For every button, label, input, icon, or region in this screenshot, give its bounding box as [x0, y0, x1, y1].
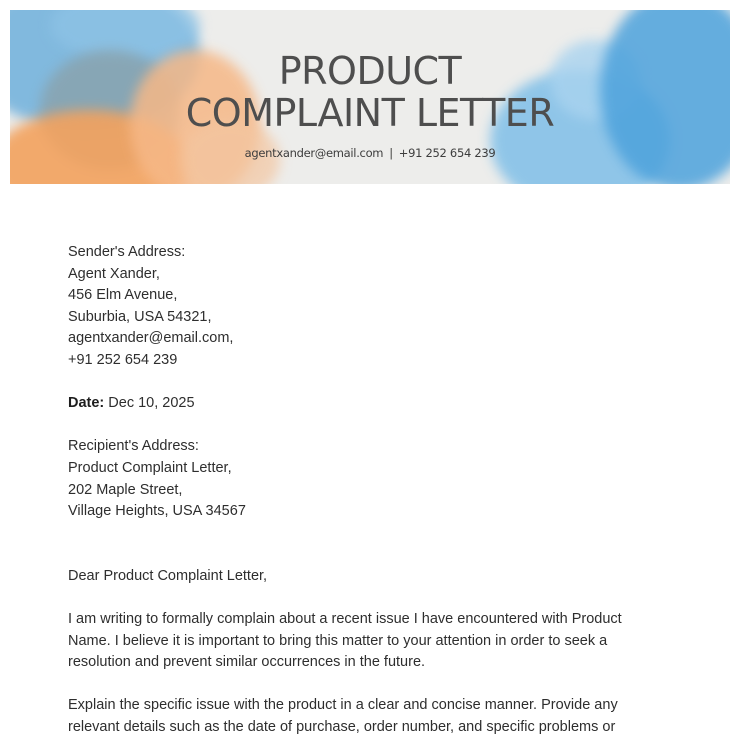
banner-contact	[10, 146, 730, 160]
banner-email: agentxander@email.com	[244, 146, 384, 160]
date-label: Date:	[68, 395, 105, 412]
header-banner	[10, 10, 730, 184]
sender-name: Agent Xander,	[68, 265, 160, 282]
sender-street: 456 Elm Avenue,	[68, 287, 178, 304]
recipient-address	[68, 436, 668, 522]
title-line-2: COMPLAINT LETTER	[185, 91, 555, 135]
sender-city: Suburbia, USA 54321,	[68, 308, 212, 325]
title-line-1: PRODUCT	[278, 49, 462, 93]
recipient-name: Product Complaint Letter,	[68, 459, 232, 476]
sender-heading: Sender's Address:	[68, 244, 186, 260]
paragraph-2: Explain the specific issue with the product in a clear and concise manner. Provide any relevant details such as the date of purchase, order number, and specific problems or	[68, 697, 618, 736]
banner-phone: +91 252 654 239	[398, 146, 496, 160]
document-title	[10, 50, 730, 134]
date-value: Dec 10, 2025	[108, 395, 195, 412]
salutation: Dear Product Complaint Letter,	[68, 567, 268, 584]
letter-body	[68, 242, 668, 739]
contact-separator: |	[389, 146, 393, 160]
recipient-street: 202 Maple Street,	[68, 481, 183, 498]
sender-address	[68, 242, 668, 372]
date-line	[68, 393, 668, 415]
sender-phone: +91 252 654 239	[68, 351, 178, 368]
recipient-city: Village Heights, USA 34567	[68, 503, 246, 520]
recipient-heading: Recipient's Address:	[68, 438, 199, 455]
sender-email: agentxander@email.com,	[68, 330, 234, 347]
paragraph-1: I am writing to formally complain about a recent issue I have encountered with Product Name. I believe it is important to bring this matter to your attention in order to seek a resolution and prevent similar occurrences in the future.	[68, 611, 622, 671]
